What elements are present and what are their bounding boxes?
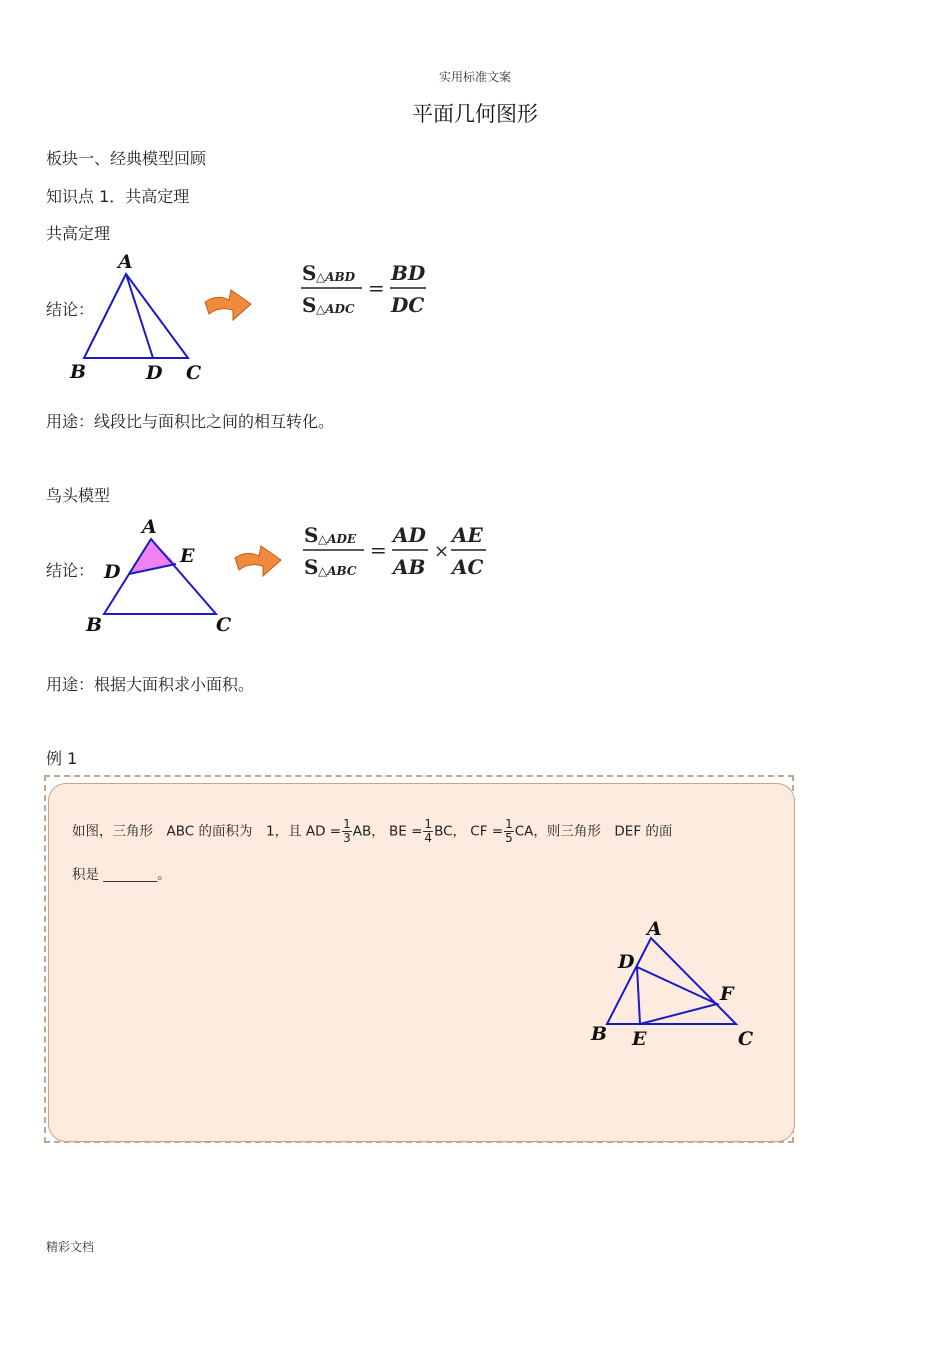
question-part3: BC， CF = [434, 823, 504, 840]
model1-triangle-diagram [66, 250, 216, 386]
question-part4: CA，则三角形 DEF 的面 [514, 823, 673, 840]
fraction-2 [423, 818, 433, 845]
point-label-c: C [186, 362, 202, 384]
formula-s-top: S [302, 261, 317, 285]
example-triangle-diagram [585, 912, 760, 1052]
model1-usage: 用途：线段比与面积比之间的相互转化。 [46, 412, 335, 431]
formula-times: × [434, 541, 450, 562]
point-label-a: A [647, 918, 662, 940]
formula-f1-num: AD [393, 523, 426, 547]
point-label-d: D [104, 561, 121, 583]
fraction-2-den: 4 [424, 831, 433, 845]
fraction-1 [342, 818, 352, 845]
knowledge-point-heading: 知识点 1．共高定理 [46, 187, 190, 206]
fraction-1-num: 1 [343, 817, 351, 831]
page-header: 实用标准文案 [438, 70, 511, 84]
section-heading: 板块一、经典模型回顾 [46, 149, 207, 168]
fraction-2-num: 1 [424, 817, 433, 831]
triangle-def [637, 967, 717, 1024]
point-label-c: C [738, 1028, 754, 1050]
formula-sub-bot: △ADC [316, 302, 355, 316]
point-label-c: C [216, 614, 232, 636]
point-label-a: A [118, 251, 133, 273]
model2-name: 鸟头模型 [46, 486, 111, 505]
point-label-e: E [632, 1028, 647, 1050]
point-label-b: B [86, 614, 103, 636]
formula-sub-top: △ABD [316, 270, 356, 284]
formula-equals: = [368, 276, 385, 300]
point-label-b: B [591, 1023, 608, 1045]
point-label-d: D [146, 362, 163, 384]
model1-formula [298, 256, 438, 322]
model2-formula [300, 518, 490, 584]
example-question-line2: 积是 ________。 [72, 867, 171, 883]
point-label-b: B [70, 361, 87, 383]
page-title: 平面几何图形 [412, 102, 538, 126]
formula-s-top: S [304, 523, 319, 547]
fraction-3-den: 5 [505, 831, 513, 845]
point-label-a: A [142, 516, 157, 538]
arrow-icon [233, 540, 283, 580]
arrow-icon [203, 284, 253, 324]
formula-ratio-num: BD [391, 261, 426, 285]
fraction-3-num: 1 [505, 817, 513, 831]
formula-s-bot: S [302, 293, 317, 317]
question-part2: AB， BE = [352, 823, 423, 840]
formula-sub-bot: △ABC [318, 564, 357, 578]
formula-ratio-den: DC [391, 293, 425, 317]
model2-conclusion-label: 结论： [46, 561, 95, 580]
point-label-d: D [618, 951, 635, 973]
model2-usage: 用途：根据大面积求小面积。 [46, 675, 255, 694]
formula-equals: = [370, 538, 387, 562]
point-label-e: E [180, 545, 195, 567]
triangle-abc [104, 539, 216, 614]
fraction-3 [504, 818, 514, 845]
fraction-1-den: 3 [343, 831, 351, 845]
question-part1: 如图，三角形 ABC 的面积为 1，且 AD = [72, 823, 342, 840]
model1-conclusion-label: 结论： [46, 300, 95, 319]
page-footer: 精彩文档 [46, 1240, 95, 1254]
model2-triangle-diagram [80, 512, 240, 640]
formula-s-bot: S [304, 555, 319, 579]
example-question-line1 [72, 818, 672, 845]
formula-f1-den: AB [393, 555, 426, 579]
triangle-abc [84, 274, 188, 358]
formula-sub-top: △ADE [318, 532, 357, 546]
point-label-f: F [720, 983, 734, 1005]
formula-f2-den: AC [452, 555, 484, 579]
segment-ad [126, 274, 153, 358]
example-label: 例 1 [46, 749, 78, 768]
formula-f2-num: AE [452, 523, 483, 547]
model1-name: 共高定理 [46, 224, 111, 243]
